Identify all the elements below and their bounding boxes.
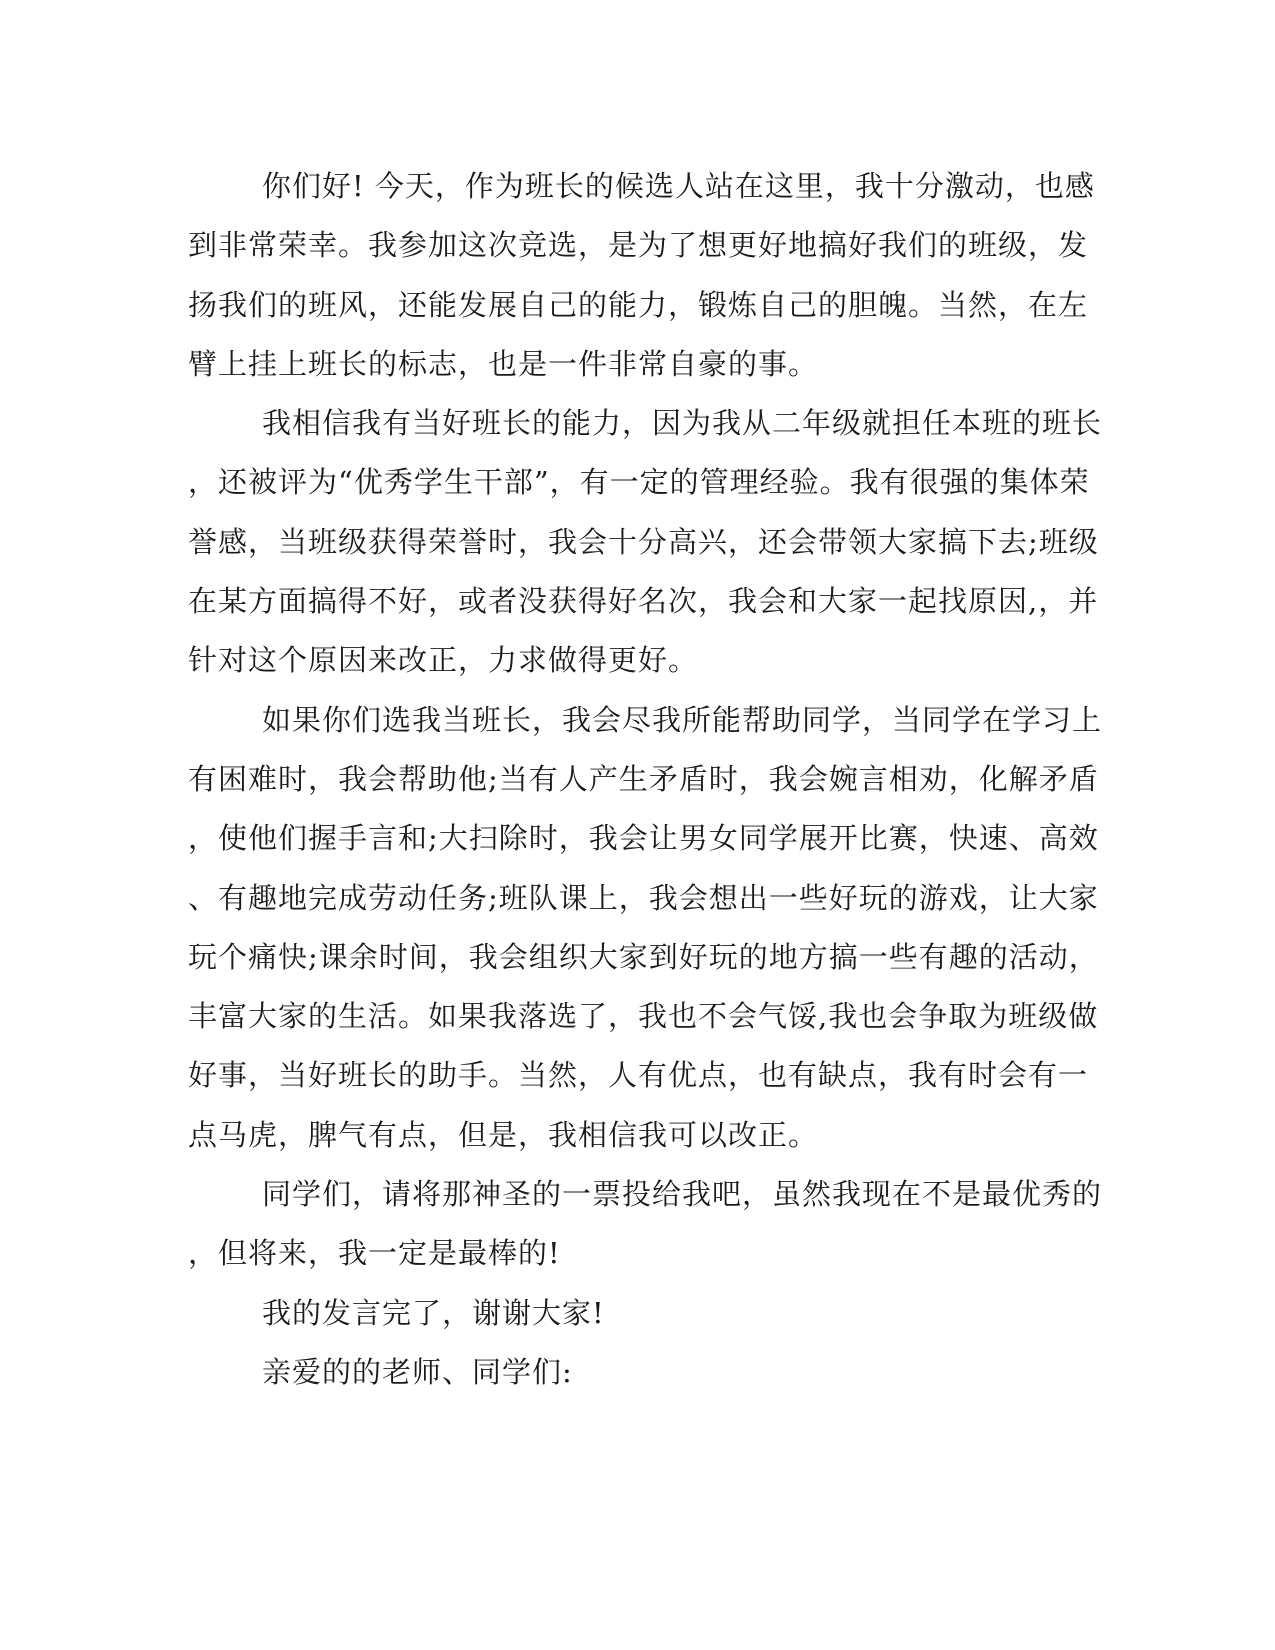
text-line: 有困难时，我会帮助他;当有人产生矛盾时，我会婉言相劝，化解矛盾: [188, 761, 1099, 796]
text-line: 如果你们选我当班长，我会尽我所能帮助同学，当同学在学习上: [262, 702, 1103, 737]
text-line: 你们好! 今天，作为班长的候选人站在这里，我十分激动，也感: [262, 169, 1095, 203]
text-line: 在某方面搞得不好，或者没获得好名次，我会和大家一起找原因,，并: [188, 584, 1099, 619]
text-line: 我的发言完了，谢谢大家!: [262, 1295, 605, 1330]
text-line: ，但将来，我一定是最棒的!: [188, 1236, 561, 1271]
text-line: 玩个痛快;课余时间，我会组织大家到好玩的地方搞一些有趣的活动，: [188, 939, 1099, 974]
speech-text: [188, 157, 1103, 1402]
text-line: 好事，当好班长的助手。当然，人有优点，也有缺点，我有时会有一: [188, 1058, 1089, 1093]
text-line: ，还被评为“优秀学生干部”，有一定的管理经验。我有很强的集体荣: [188, 465, 1090, 500]
text-line: 、有趣地完成劳动任务;班队课上，我会想出一些好玩的游戏，让大家: [188, 880, 1099, 915]
text-line: 亲爱的的老师、同学们:: [262, 1354, 573, 1389]
text-line: ，使他们握手言和;大扫除时，我会让男女同学展开比赛，快速、高效: [188, 821, 1099, 856]
text-line: 针对这个原因来改正，力求做得更好。: [188, 643, 699, 678]
text-line: 我相信我有当好班长的能力，因为我从二年级就担任本班的班长: [262, 406, 1103, 441]
text-line: 丰富大家的生活。如果我落选了，我也不会气馁,我也会争取为班级做: [188, 999, 1099, 1034]
text-line: 臂上挂上班长的标志，也是一件非常自豪的事。: [188, 346, 819, 381]
text-line: 同学们，请将那神圣的一票投给我吧，虽然我现在不是最优秀的: [262, 1177, 1103, 1212]
text-line: 扬我们的班风，还能发展自己的能力，锻炼自己的胆魄。当然，在左: [188, 287, 1089, 322]
text-line: 到非常荣幸。我参加这次竞选，是为了想更好地搞好我们的班级，发: [188, 228, 1089, 263]
text-line: 誉感，当班级获得荣誉时，我会十分高兴，还会带领大家搞下去;班级: [188, 524, 1099, 559]
text-line: 点马虎，脾气有点，但是，我相信我可以改正。: [188, 1117, 819, 1152]
